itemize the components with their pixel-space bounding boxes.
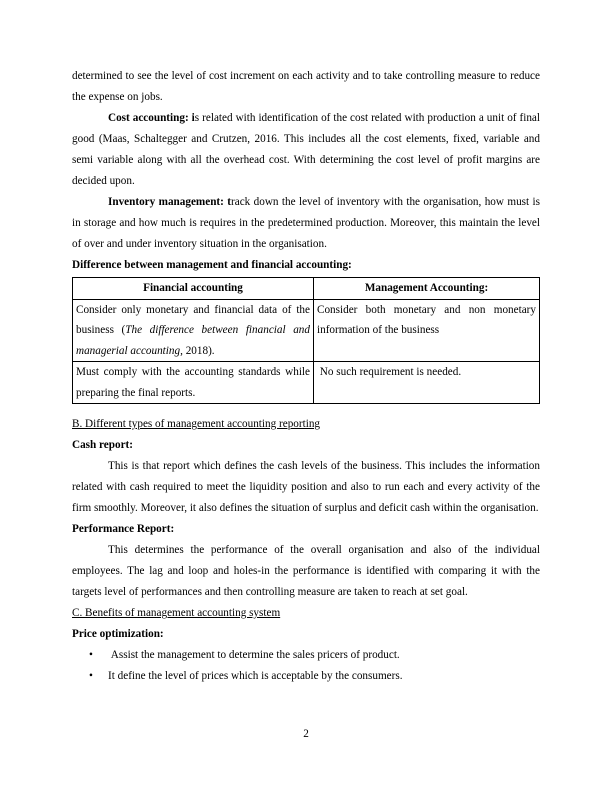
table-cell-financial-2: Must comply with the accounting standards while preparing the final reports. [73, 362, 314, 404]
price-optimization-list [72, 645, 540, 687]
table-header-financial: Financial accounting [73, 278, 314, 300]
cost-accounting-label: Cost accounting: i [108, 112, 195, 124]
section-c-heading: C. Benefits of management accounting system [72, 607, 281, 619]
table-header-management: Management Accounting: [314, 278, 540, 300]
table-row [73, 299, 540, 362]
table-header-row [73, 278, 540, 300]
bullet-icon: • [89, 649, 93, 661]
document-page [72, 66, 540, 687]
cash-report-heading: Cash report: [72, 439, 134, 451]
difference-heading: Difference between management and financial accounting: [72, 259, 352, 271]
table-cell-management-2: No such requirement is needed. [314, 362, 540, 404]
list-item: • Assist the management to determine the sales pricers of product. [72, 645, 540, 666]
performance-report-paragraph: This determines the performance of the overall organisation and also of the individual employees. The lag and loop and holes-in the performance is identified with comparing it with the targets level of performances and then controlling measure are taken to reach at set goal. [72, 544, 540, 598]
performance-report-heading: Performance Report: [72, 523, 175, 535]
inventory-management-label: Inventory management: t [108, 196, 231, 208]
intro-paragraph: determined to see the level of cost increment on each activity and to take controlling measure to reduce the expense on jobs. [72, 70, 540, 103]
section-b-heading: B. Different types of management accounting reporting [72, 418, 321, 430]
cash-report-paragraph: This is that report which defines the cash levels of the business. This includes the information related with cash required to meet the liquidity position and also to run each and every activity of the firm smoothly. Moreover, it also defines the situation of surplus and deficit cash within the organisation. [72, 460, 540, 514]
table-cell-financial-1: Consider only monetary and financial data of the business (The difference between financial and managerial accounting, 2018). [73, 299, 314, 362]
citation-italic: The difference between financial and managerial accounting, [76, 324, 310, 357]
page-number: 2 [303, 728, 309, 740]
table-cell-management-1: Consider both monetary and non monetary information of the business [314, 299, 540, 362]
comparison-table [72, 277, 540, 404]
cost-accounting-paragraph [72, 108, 540, 192]
price-optimization-heading: Price optimization: [72, 628, 164, 640]
inventory-management-text: rack down the level of inventory with the organisation, how must is in storage and how much is requires in the predetermined production. Moreover, this maintain the level of over and under inventory situation in the organisation. [72, 196, 540, 250]
table-row [73, 362, 540, 404]
cost-accounting-text: s related with identification of the cost related with production a unit of final good (Maas, Schaltegger and Crutzen, 2016. This includes all the cost elements, fixed, variable and semi variable along with all the overhead cost. With determining the cost level of profit margins are decided upon. [72, 112, 541, 187]
list-item: • It define the level of prices which is acceptable by the consumers. [72, 666, 540, 687]
bullet-icon: • [89, 670, 93, 682]
spacer [72, 404, 540, 414]
inventory-management-paragraph [72, 192, 540, 255]
